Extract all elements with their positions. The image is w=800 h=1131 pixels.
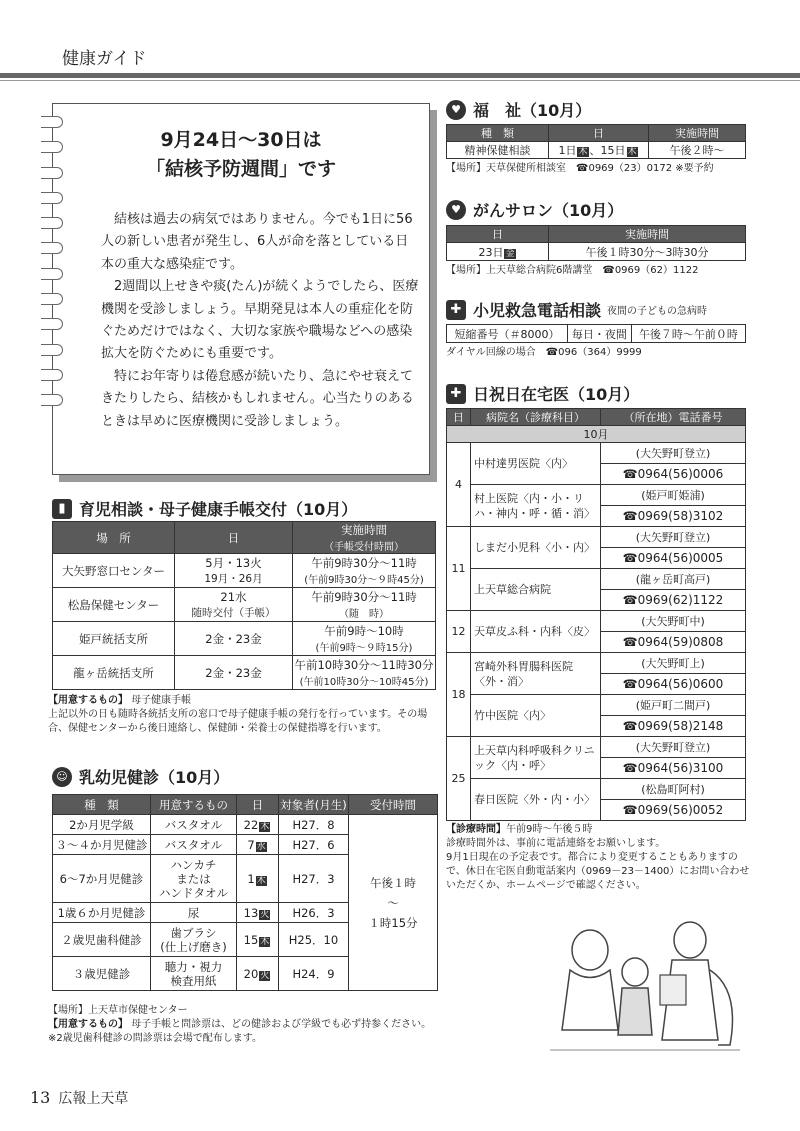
ring-icon xyxy=(41,369,63,381)
ring-icon xyxy=(41,318,63,330)
holiday-doctor-table: 日 病院名（診療科目） （所在地）電話番号 10月 4 中村達男医院〈内〉 (大矢野町登立) ☎0964(56)0006 村上医院〈内・小・リハ・神内・呼・循・消〉 (姫戸町姫浦) ☎0969(58)3102 11 しまだ小児科〈小・内〉 (大矢野町登立) ☎0964(56)0005 上天草総合病院 (龍ヶ岳町高戸) ☎0969(62)1122 12 天草皮ふ科・内科〈皮〉 (大矢野町中) ☎0964(59)0808 18 宮崎外科胃腸科医院〈外・消〉 (大矢野町上) ☎0964(56)0600 竹中医院〈内〉 (姫戸町二間戸) ☎0969(58)2148 25 上天草内科呼吸科クリニック〈内・呼〉 (大矢野町登立) ☎0964(56)3100 春日医院〈外・内・小〉 (松島町阿村) ☎0969(56)0052 xyxy=(446,408,746,821)
campaign-paragraph: 結核は過去の病気ではありません。今でも1日に56人の新しい患者が発生し、6人が命を落としている日本の重大な感染症です。 xyxy=(101,212,413,272)
childcare-notes: 【用意するもの】 母子健康手帳 上記以外の日も随時各統括支所の窓口で母子健康手帳の発行を行っています。その場合、保健センターから後日連絡し、保健師・栄養士の保健指導を行います。 xyxy=(48,695,428,734)
ring-icon xyxy=(41,217,63,229)
table-row: ☎0964(56)0005 xyxy=(447,548,746,569)
family-doctor-illustration xyxy=(540,910,750,1060)
child-face-icon: ☺ xyxy=(52,767,72,787)
table-row: ☎0969(58)2148 xyxy=(447,716,746,737)
table-row: ☎0964(56)3100 xyxy=(447,758,746,779)
reception-time: 午後１時 ～ １時15分 xyxy=(349,815,438,991)
ring-icon xyxy=(41,242,63,254)
table-row: 2か月児学級 バスタオル 22 木 H27．8 午後１時 ～ １時15分 xyxy=(53,815,438,835)
table-row: 村上医院〈内・小・リハ・神内・呼・循・消〉 (姫戸町姫浦) xyxy=(447,485,746,506)
campaign-title-line2: 「結核予防週間」です xyxy=(145,158,336,180)
cancer-salon-heading: ♥ がんサロン（10月） xyxy=(446,198,623,221)
table-row: 11 しまだ小児科〈小・内〉 (大矢野町登立) xyxy=(447,527,746,548)
medical-cross-icon: ✚ xyxy=(446,300,466,320)
table-row: 松島保健センター 21水 随時交付（手帳） 午前9時30分～11時 （随 時） xyxy=(53,588,436,622)
welfare-date: 1日 木 、15日 木 xyxy=(549,142,649,159)
childcare-heading: ▮ 育児相談・母子健康手帳交付（10月） xyxy=(52,497,357,520)
heart-icon: ♥ xyxy=(446,200,466,220)
table-row: 4 中村達男医院〈内〉 (大矢野町登立) xyxy=(447,443,746,464)
welfare-heading: ♥ 福 祉（10月） xyxy=(446,98,591,121)
infant-checkup-table: 種 類 用意するもの 日 対象者(月生) 受付時間 2か月児学級 バスタオル 22 木 H27．8 午後１時 ～ １時15分 ３～４か月児健診 バスタオル 7 水 H27．6 6～7か月児健診 ハンカチ または ハンドタオル 1 木 H27．3 1歳６か月児健診 尿 13 火 H26．3 ２歳児歯科健診 歯ブラシ (仕上げ磨き) 15 木 H25．10 ３歳児健診 聴力・視力 検査用紙 20 火 H24．9 xyxy=(52,794,438,991)
pediatric-dial: ダイヤル回線の場合 ☎096（364）9999 xyxy=(446,347,642,358)
table-row: 25 上天草内科呼吸科クリニック〈内・呼〉 (大矢野町登立) xyxy=(447,737,746,758)
table-row: ☎0969(58)3102 xyxy=(447,506,746,527)
pediatric-phone-table: 短縮番号（＃8000） 毎日・夜間 午後７時～午前０時 xyxy=(446,324,746,343)
ring-icon xyxy=(41,293,63,305)
ring-icon xyxy=(41,344,63,356)
header-rule-thin xyxy=(0,80,800,81)
campaign-title-line1: 9月24日～30日は xyxy=(160,129,322,151)
table-row: ☎0964(56)0600 xyxy=(447,674,746,695)
cancer-salon-table: 日 実施時間 23日 金 午後１時30分～3時30分 xyxy=(446,225,746,261)
heart-icon: ♥ xyxy=(446,100,466,120)
ring-icon xyxy=(41,394,63,406)
infant-checkup-heading: ☺ 乳幼児健診（10月） xyxy=(52,765,229,788)
campaign-body xyxy=(101,209,419,433)
table-row: 大矢野窓口センター 5月・13火 19月・26月 午前9時30分～11時 (午前9時30分～９時45分) xyxy=(53,554,436,588)
pediatric-phone-heading: ✚ 小児救急電話相談 夜間の子どもの急病時 xyxy=(446,298,707,321)
tb-campaign-box xyxy=(52,103,430,475)
ring-icon xyxy=(41,268,63,280)
table-row: ☎0969(62)1122 xyxy=(447,590,746,611)
table-row: 上天草総合病院 (龍ヶ岳町高戸) xyxy=(447,569,746,590)
welfare-table: 種 類 日 実施時間 精神保健相談 1日 木 、15日 木 午後２時～ xyxy=(446,124,746,159)
table-row: 18 宮崎外科胃腸科医院〈外・消〉 (大矢野町上) xyxy=(447,653,746,674)
table-row: ☎0964(56)0006 xyxy=(447,464,746,485)
holiday-notes: 【診療時間】午前9時～午後５時 診療時間外は、事前に電話連絡をお願いします。 9月1日現在の予定表です。都合により変更することもありますので、休日在宅医自動電話案内（0969－23－1400）にお問い合わせいただくか、ホームページで確認ください。 xyxy=(446,824,750,891)
table-row: ２歳児歯科健診 歯ブラシ (仕上げ磨き) 15 木 H25．10 xyxy=(53,923,438,957)
table-row: 1歳６か月児健診 尿 13 火 H26．3 xyxy=(53,903,438,923)
cancer-date: 23日 金 xyxy=(447,243,549,261)
baby-bottle-icon: ▮ xyxy=(52,499,72,519)
table-row: 竹中医院〈内〉 (姫戸町二間戸) xyxy=(447,695,746,716)
table-row: 春日医院〈外・内・小〉 (松島町阿村) xyxy=(447,779,746,800)
campaign-paragraph: 2週間以上せきや痰(たん)が続くようでしたら、医療機関を受診しましょう。早期発見は本人の重症化を防ぐためだけではなく、大切な家族や職場などへの感染拡大を防ぐためにも重要です。 xyxy=(101,279,419,362)
table-row: 姫戸統括支所 2金・23金 午前9時～10時 (午前9時～９時15分) xyxy=(53,622,436,656)
table-row: ３～４か月児健診 バスタオル 7 水 H27．6 xyxy=(53,835,438,855)
holiday-doctor-heading: ✚ 日祝日在宅医（10月） xyxy=(446,382,639,405)
table-row: ３歳児健診 聴力・視力 検査用紙 20 火 H24．9 xyxy=(53,957,438,991)
ring-icon xyxy=(41,192,63,204)
page-header-title: 健康ガイド xyxy=(62,49,147,69)
table-row: 12 天草皮ふ科・内科〈皮〉 (大矢野町中) xyxy=(447,611,746,632)
header-rule xyxy=(0,73,800,78)
campaign-title xyxy=(53,126,429,184)
childcare-table: 場 所 日 実施時間 （手帳受付時間） 大矢野窓口センター 5月・13火 19月・26月 午前9時30分～11時 (午前9時30分～９時45分) 松島保健センター 21水 随時交付（手帳） 午前9時30分～11時 （随 時） 姫戸統括支所 2金・23金 午前9時～10時 (午前9時～９時15分) 龍ヶ岳統括支所 2金・23金 午前10時30分～11時30分 (午前10時30分～10時45分) xyxy=(52,521,436,690)
table-row: 6～7か月児健診 ハンカチ または ハンドタオル 1 木 H27．3 xyxy=(53,855,438,903)
welfare-place: 【場所】天草保健所相談室 ☎0969（23）0172 ※要予約 xyxy=(446,163,714,174)
campaign-paragraph: 特にお年寄りは倦怠感が続いたり、急にやせ衰えてきたりしたら、結核かもしれません。心当たりのあるときは早めに医療機関に受診しましょう。 xyxy=(101,368,414,429)
table-row: 龍ヶ岳統括支所 2金・23金 午前10時30分～11時30分 (午前10時30分～10時45分) xyxy=(53,656,436,690)
page-footer: 13 広報上天草 xyxy=(30,1088,129,1107)
medical-cross-icon: ✚ xyxy=(446,384,466,404)
cancer-place: 【場所】上天草総合病院6階講堂 ☎0969（62）1122 xyxy=(446,265,699,276)
table-row: ☎0964(59)0808 xyxy=(447,632,746,653)
table-row: ☎0969(56)0052 xyxy=(447,800,746,821)
checkup-notes: 【場所】上天草市保健センター 【用意するもの】 母子手帳と問診票は、どの健診および学級でも必ず持参ください。 ※2歳児歯科健診の問診票は会場で配布します。 xyxy=(48,1005,432,1044)
